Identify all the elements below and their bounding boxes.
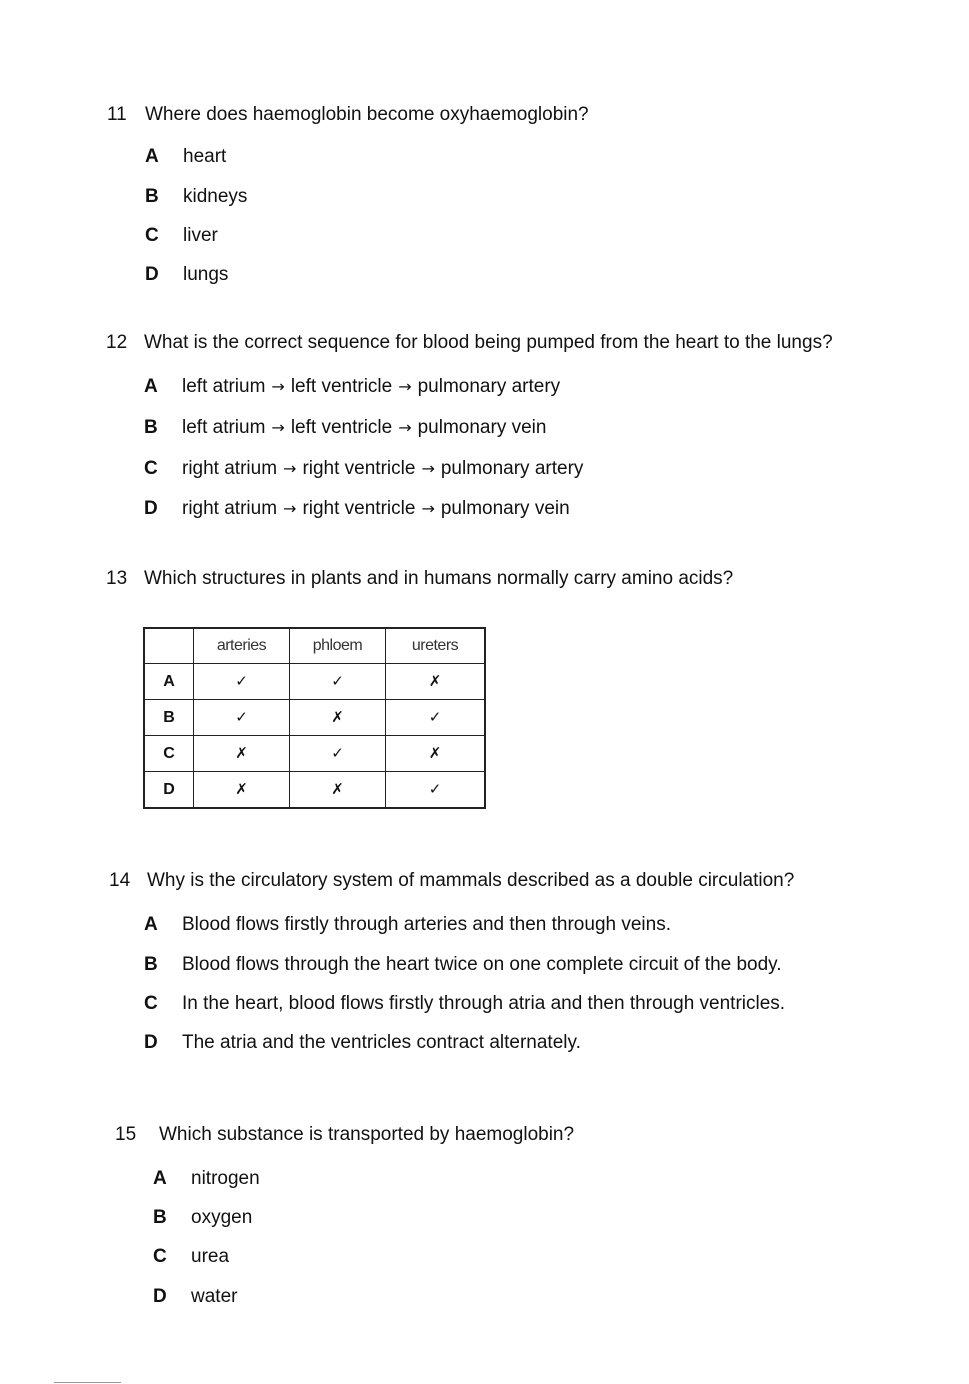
footer-rule — [54, 1382, 121, 1383]
sequence-step-3: pulmonary vein — [440, 498, 570, 519]
arrow-right-icon: → — [283, 459, 297, 478]
option-c — [145, 225, 218, 247]
option-letter: A — [153, 1168, 167, 1189]
table-cell — [290, 700, 386, 736]
sequence-step-2: right ventricle — [302, 458, 416, 479]
table-cell — [386, 700, 486, 736]
sequence-step-1: right atrium — [182, 458, 278, 479]
option-text: heart — [183, 146, 227, 167]
table-header-row — [144, 628, 485, 664]
question-number: 15 — [115, 1124, 137, 1145]
option-c — [153, 1246, 229, 1268]
option-letter: C — [153, 1246, 167, 1267]
table-row — [144, 772, 485, 809]
sequence-step-3: pulmonary artery — [417, 376, 561, 397]
table-cell — [290, 772, 386, 809]
question-number: 11 — [107, 104, 127, 125]
option-letter: B — [144, 954, 158, 975]
option-text: liver — [183, 225, 218, 246]
table-header-arteries: arteries — [194, 628, 290, 664]
mark-icon: ✓ — [331, 744, 344, 762]
row-letter: C — [144, 736, 194, 772]
mark-icon: ✗ — [235, 744, 248, 762]
option-letter: C — [144, 458, 158, 479]
option-d — [153, 1286, 237, 1308]
question-stem — [109, 870, 794, 892]
option-c — [144, 993, 785, 1015]
option-d — [144, 1032, 581, 1054]
option-b — [144, 954, 782, 976]
table-header-ureters: ureters — [386, 628, 486, 664]
option-letter: D — [144, 498, 158, 519]
question-stem — [107, 104, 589, 126]
option-letter: B — [153, 1207, 167, 1228]
option-text: water — [191, 1286, 238, 1307]
table-cell — [194, 772, 290, 809]
option-b — [144, 417, 546, 439]
table-row — [144, 664, 485, 700]
row-letter: A — [144, 664, 194, 700]
table-cell — [386, 772, 486, 809]
option-letter: C — [144, 993, 158, 1014]
option-text: kidneys — [183, 186, 248, 207]
question-number: 12 — [106, 332, 128, 353]
option-letter: C — [145, 225, 159, 246]
option-text: lungs — [183, 264, 229, 285]
table-cell — [194, 736, 290, 772]
question-stem — [106, 332, 833, 354]
sequence-step-3: pulmonary vein — [417, 417, 547, 438]
sequence-step-3: pulmonary artery — [440, 458, 584, 479]
option-text: urea — [191, 1246, 230, 1267]
option-letter: B — [145, 186, 159, 207]
table-row — [144, 736, 485, 772]
sequence-step-2: right ventricle — [302, 498, 416, 519]
option-text: oxygen — [191, 1207, 253, 1228]
option-b — [145, 186, 247, 208]
option-letter: A — [144, 376, 158, 397]
question-text: Where does haemoglobin become oxyhaemoglobin? — [145, 104, 589, 125]
sequence-step-1: right atrium — [182, 498, 278, 519]
table-cell — [194, 664, 290, 700]
option-a — [144, 376, 560, 398]
arrow-right-icon: → — [398, 377, 412, 396]
question-text: Which structures in plants and in humans normally carry amino acids? — [144, 568, 734, 589]
option-a — [144, 914, 671, 936]
mark-icon: ✗ — [235, 780, 248, 798]
mark-icon: ✓ — [428, 780, 442, 798]
mark-icon: ✗ — [331, 708, 344, 726]
mark-icon: ✓ — [235, 672, 248, 690]
question-text: Which substance is transported by haemoglobin? — [159, 1124, 575, 1145]
mark-icon: ✓ — [331, 672, 344, 690]
option-text: In the heart, blood flows firstly through atria and then through ventricles. — [182, 993, 786, 1014]
sequence-step-2: left ventricle — [290, 417, 393, 438]
option-b — [153, 1207, 252, 1229]
table-cell — [386, 664, 486, 700]
option-letter: A — [144, 914, 158, 935]
option-text: Blood flows firstly through arteries and then through veins. — [182, 914, 671, 935]
table-cell — [194, 700, 290, 736]
question-stem — [106, 568, 733, 590]
option-text: Blood flows through the heart twice on one complete circuit of the body. — [182, 954, 782, 975]
option-letter: D — [144, 1032, 158, 1053]
question-number: 13 — [106, 568, 128, 589]
option-letter: D — [145, 264, 159, 285]
option-a — [153, 1168, 260, 1190]
table-header-blank — [144, 628, 194, 664]
mark-icon: ✗ — [331, 780, 344, 798]
arrow-right-icon: → — [421, 499, 435, 518]
arrow-right-icon: → — [421, 459, 435, 478]
option-c — [144, 458, 583, 480]
question-number: 14 — [109, 870, 131, 891]
question-text: What is the correct sequence for blood being pumped from the heart to the lungs? — [144, 332, 833, 353]
mark-icon: ✓ — [428, 708, 442, 726]
option-text: The atria and the ventricles contract alternately. — [182, 1032, 581, 1053]
option-letter: A — [145, 146, 159, 167]
sequence-step-1: left atrium — [182, 376, 266, 397]
arrow-right-icon: → — [398, 418, 412, 437]
arrow-right-icon: → — [271, 377, 285, 396]
table-row — [144, 700, 485, 736]
mark-icon: ✗ — [428, 672, 442, 690]
option-letter: B — [144, 417, 158, 438]
sequence-step-2: left ventricle — [290, 376, 393, 397]
row-letter: D — [144, 772, 194, 809]
table-cell — [386, 736, 486, 772]
question-text: Why is the circulatory system of mammals described as a double circulation? — [147, 870, 795, 891]
table-cell — [290, 664, 386, 700]
mark-icon: ✗ — [428, 744, 442, 762]
arrow-right-icon: → — [271, 418, 285, 437]
option-a — [145, 146, 226, 168]
question-stem — [115, 1124, 574, 1146]
mark-icon: ✓ — [235, 708, 248, 726]
option-letter: D — [153, 1286, 167, 1307]
answer-table — [143, 627, 486, 809]
row-letter: B — [144, 700, 194, 736]
arrow-right-icon: → — [283, 499, 297, 518]
option-d — [145, 264, 228, 286]
sequence-step-1: left atrium — [182, 417, 266, 438]
option-text: nitrogen — [191, 1168, 260, 1189]
table-cell — [290, 736, 386, 772]
option-d — [144, 498, 570, 520]
table-header-phloem: phloem — [290, 628, 386, 664]
